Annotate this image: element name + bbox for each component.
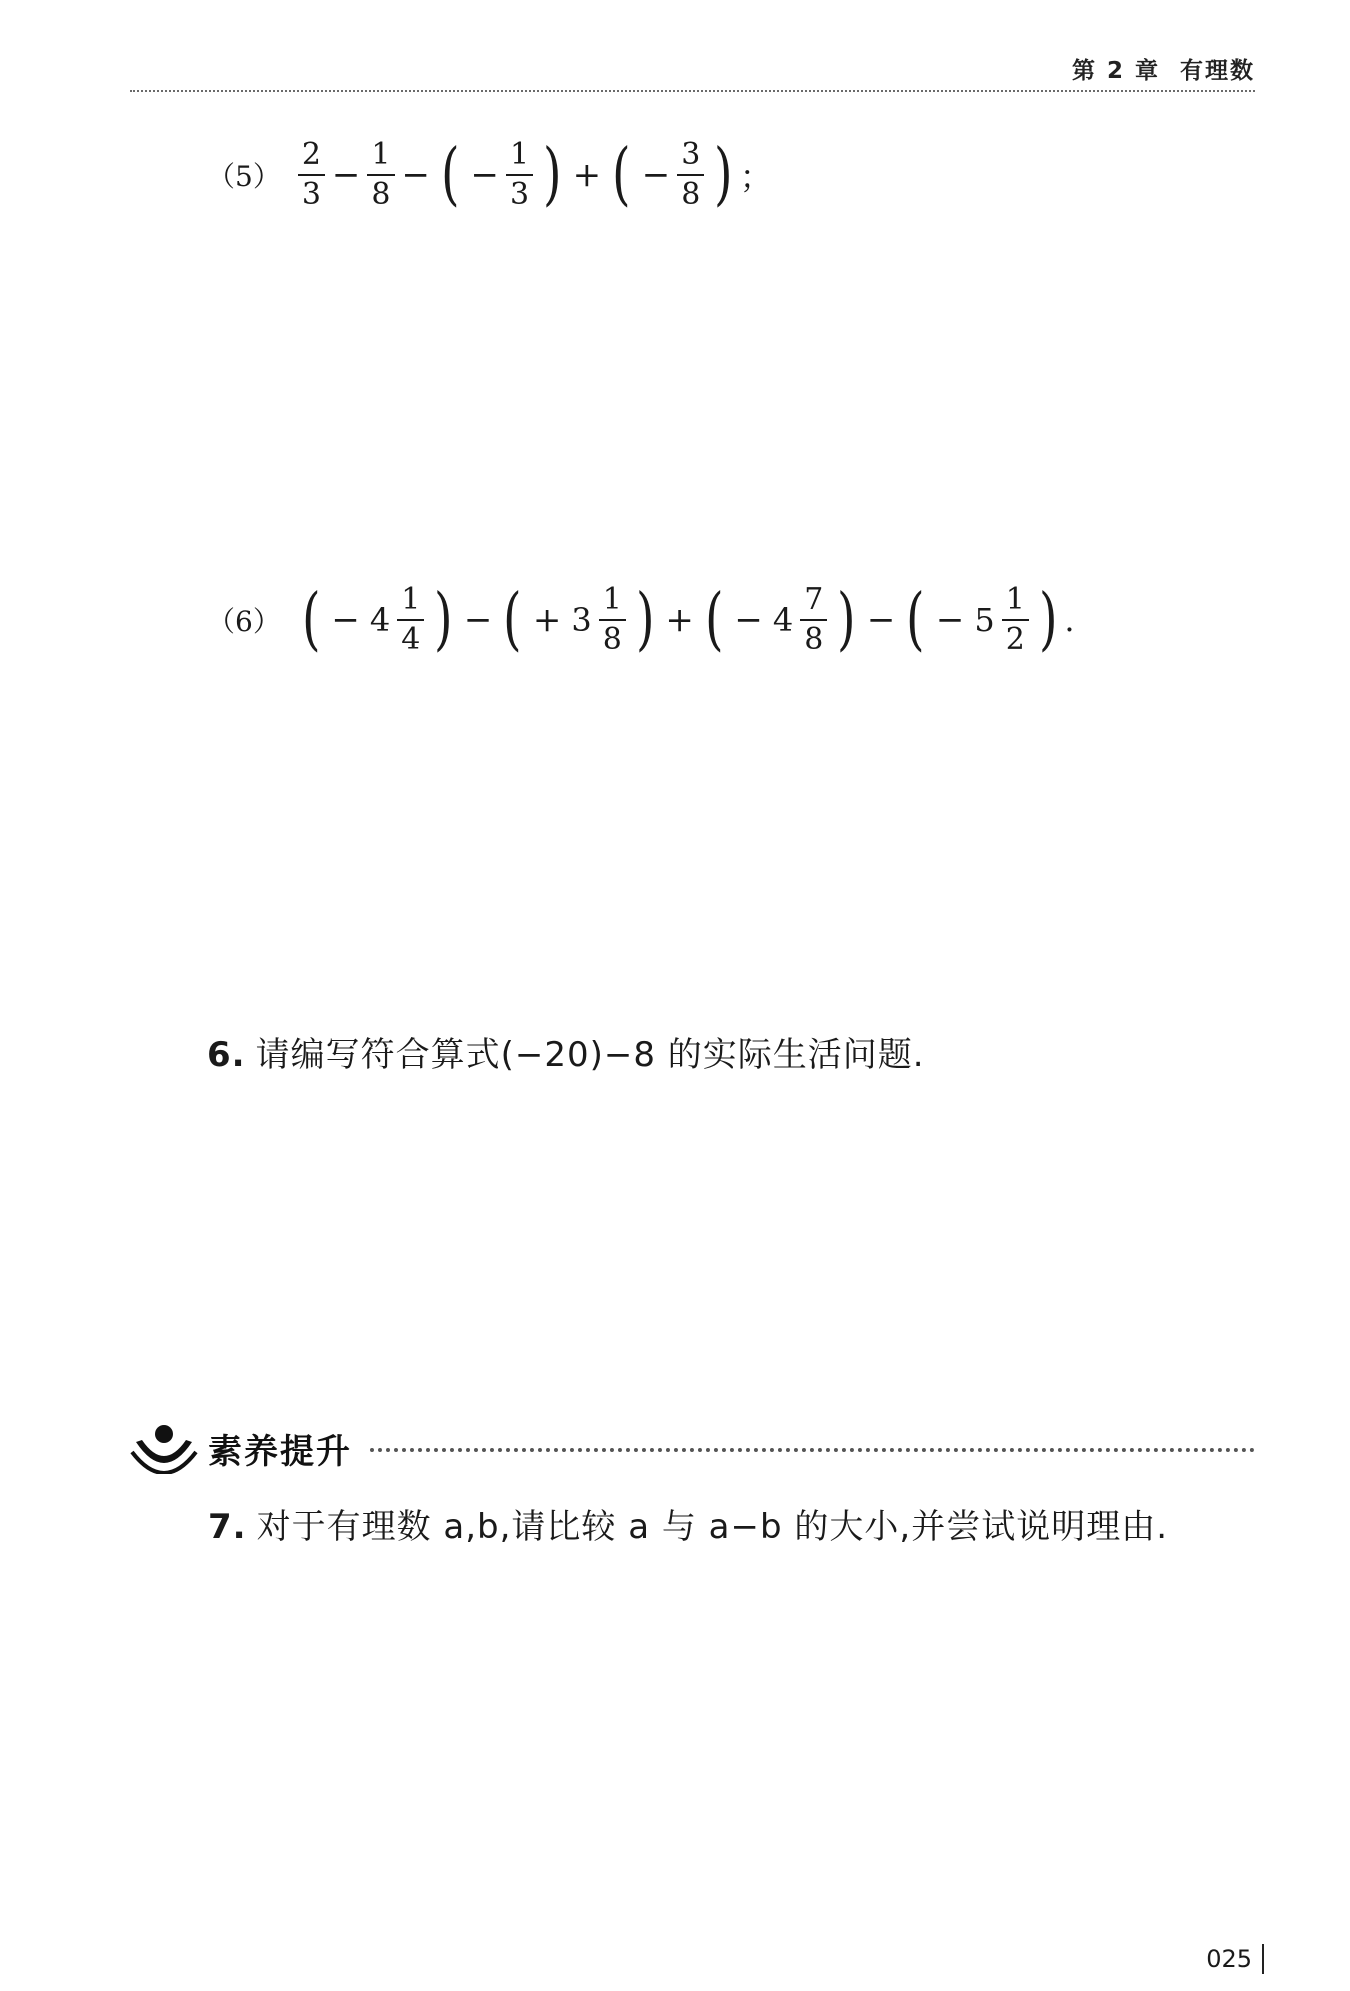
left-paren: (	[906, 580, 925, 659]
denominator: 8	[371, 177, 391, 212]
right-paren: )	[434, 580, 453, 659]
right-paren: )	[714, 135, 733, 214]
section-title: 素养提升	[208, 1431, 352, 1472]
denominator: 4	[401, 622, 421, 657]
operator: −	[331, 155, 361, 195]
fraction	[800, 582, 827, 657]
whole-part: 4	[369, 601, 391, 639]
negative-sign: −	[470, 155, 500, 195]
denominator: 3	[301, 177, 321, 212]
operator: −	[463, 600, 493, 640]
sign: +	[532, 600, 562, 640]
sign: −	[734, 600, 763, 640]
left-paren: (	[704, 580, 724, 659]
denominator: 8	[681, 177, 701, 212]
whole-part: 3	[571, 601, 592, 639]
chapter-heading	[1062, 52, 1255, 85]
operator: −	[866, 600, 896, 640]
operator: +	[665, 600, 694, 640]
fraction	[599, 582, 626, 657]
numerator: 7	[800, 585, 827, 621]
right-paren: )	[837, 580, 856, 659]
question-6	[207, 1027, 925, 1076]
page-header	[130, 52, 1255, 92]
section-header	[130, 1420, 1255, 1476]
numerator: 1	[1002, 585, 1029, 621]
fraction	[397, 582, 424, 657]
question-6-number: 6.	[207, 1035, 246, 1075]
exercise-5-label: （5）	[207, 160, 281, 193]
denominator: 3	[510, 177, 530, 212]
section-divider	[370, 1448, 1255, 1452]
exercise-6	[207, 580, 1075, 659]
question-7-text: 对于有理数 a,b,请比较 a 与 a−b 的大小,并尝试说明理由.	[256, 1507, 1169, 1547]
fraction	[1002, 582, 1029, 657]
left-paren: (	[301, 580, 321, 659]
operator: −	[401, 155, 431, 195]
fraction	[677, 137, 704, 212]
fraction	[367, 137, 394, 212]
left-paren: (	[503, 580, 522, 659]
numerator: 2	[298, 140, 325, 176]
numerator: 1	[397, 585, 424, 621]
question-7-number: 7.	[208, 1507, 247, 1547]
numerator: 1	[599, 585, 626, 621]
chapter-title: 有理数	[1180, 58, 1255, 84]
numerator: 1	[367, 140, 394, 176]
left-paren: (	[612, 135, 631, 214]
numerator: 3	[677, 140, 704, 176]
period: .	[1064, 601, 1075, 639]
operator: +	[572, 155, 602, 195]
fraction	[298, 137, 325, 212]
sign: −	[331, 600, 360, 640]
semicolon: ；	[739, 158, 772, 196]
denominator: 8	[602, 622, 622, 657]
numerator: 1	[506, 140, 533, 176]
whole-part: 5	[974, 601, 995, 639]
right-paren: )	[1038, 580, 1058, 659]
smile-icon	[130, 1422, 198, 1474]
question-7	[130, 1492, 1255, 1562]
sign: −	[935, 600, 965, 640]
exercise-6-label: （6）	[207, 605, 281, 638]
negative-sign: −	[641, 155, 671, 195]
whole-part: 4	[772, 601, 794, 639]
denominator: 8	[804, 622, 824, 657]
fraction	[506, 137, 533, 212]
right-paren: )	[543, 135, 562, 214]
question-6-text: 请编写符合算式(−20)−8 的实际生活问题.	[255, 1035, 925, 1075]
exercise-5	[207, 135, 772, 214]
page-number: 025	[1206, 1944, 1264, 1974]
left-paren: (	[440, 135, 460, 214]
denominator: 2	[1005, 622, 1025, 657]
chapter-number: 第 2 章	[1071, 58, 1160, 84]
right-paren: )	[635, 580, 655, 659]
